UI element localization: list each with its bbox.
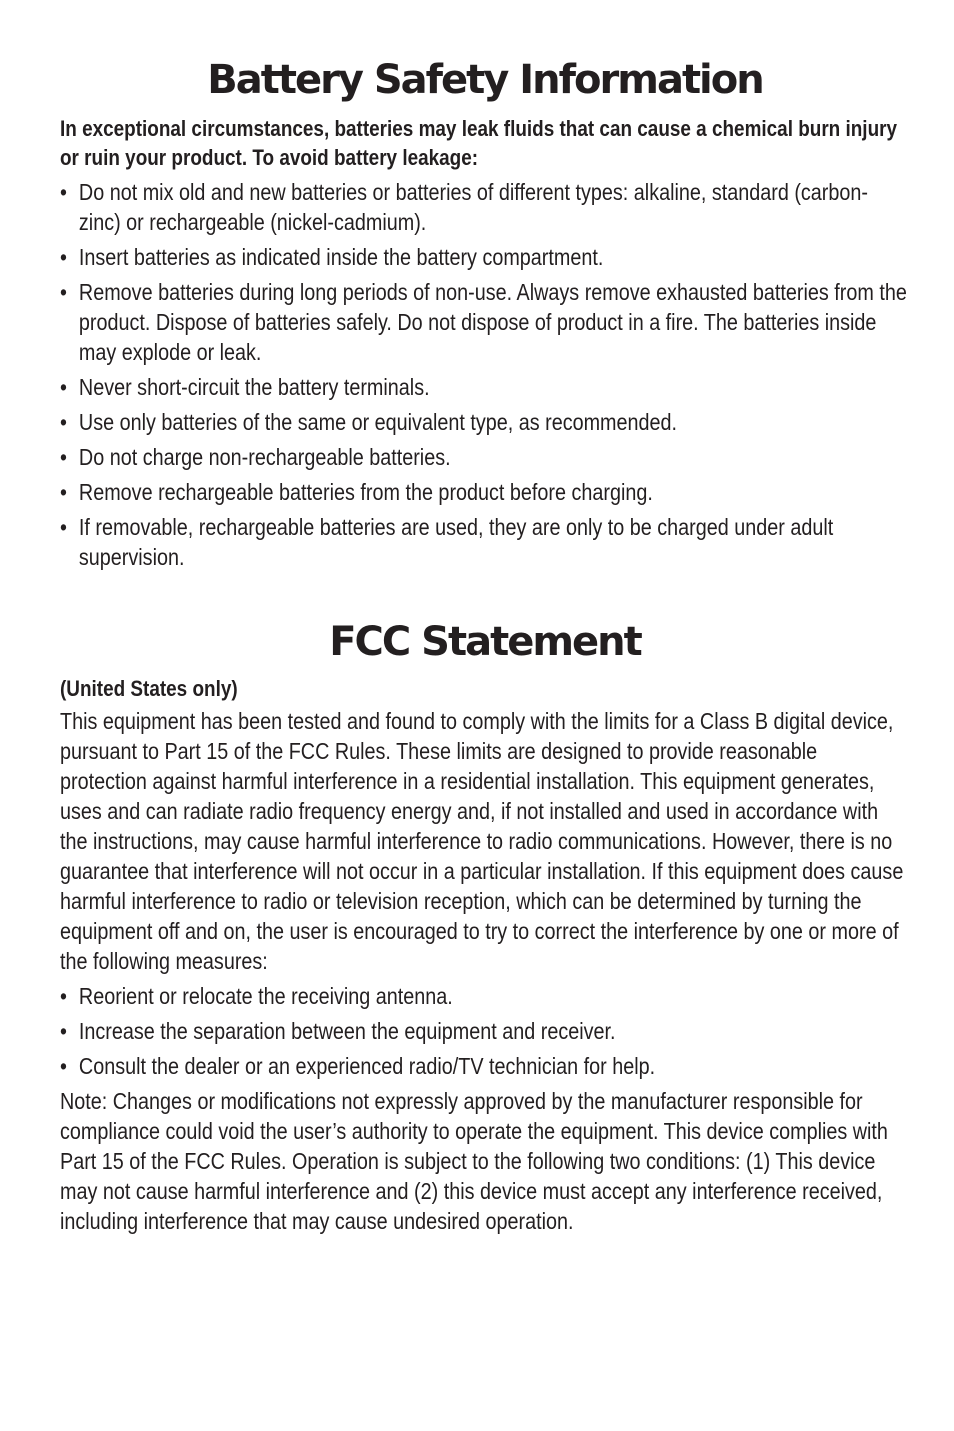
list-item-text: If removable, rechargeable batteries are used, they are only to be charged under adult supervision. bbox=[78, 514, 834, 570]
bullet-icon: • bbox=[60, 983, 67, 1009]
fcc-bullet-list bbox=[60, 981, 908, 1081]
bullet-icon: • bbox=[60, 409, 67, 435]
bullet-icon: • bbox=[60, 514, 67, 540]
list-item-text: Do not charge non-rechargeable batteries. bbox=[78, 444, 451, 470]
battery-safety-section bbox=[60, 57, 910, 572]
bullet-icon: • bbox=[60, 179, 67, 205]
list-item-text: Reorient or relocate the receiving antenna. bbox=[78, 983, 453, 1009]
list-item bbox=[60, 512, 908, 572]
battery-bullet-list bbox=[60, 177, 908, 572]
bullet-icon: • bbox=[60, 479, 67, 505]
list-item bbox=[60, 277, 908, 367]
bullet-icon: • bbox=[60, 1018, 67, 1044]
list-item bbox=[60, 372, 908, 402]
list-item bbox=[60, 1016, 908, 1046]
list-item-text: Do not mix old and new batteries or batteries of different types: alkaline, standard (carbon-zinc) or rechargeable (nickel-cadmium). bbox=[78, 179, 868, 235]
list-item bbox=[60, 442, 908, 472]
fcc-paragraph: This equipment has been tested and found to comply with the limits for a Class B digital device, pursuant to Part 15 of the FCC Rules. These limits are designed to provide reasonable protection against harmful interference in a residential installation. This equipment generates, uses and can radiate radio frequency energy and, if not installed and used in accordance with the instructions, may cause harmful interference to radio communications. However, there is no guarantee that interference will not occur in a particular installation. If this equipment does cause harmful interference to radio or television reception, which can be determined by turning the equipment off and on, the user is encouraged to try to correct the interference by one or more of the following measures: bbox=[60, 708, 904, 974]
battery-safety-title: Battery Safety Information bbox=[207, 57, 763, 103]
list-item bbox=[60, 981, 908, 1011]
fcc-statement-title: FCC Statement bbox=[329, 619, 641, 665]
bullet-icon: • bbox=[60, 244, 67, 270]
list-item bbox=[60, 477, 908, 507]
fcc-note: Note: Changes or modifications not expressly approved by the manufacturer responsible for compliance could void the user’s authority to operate the equipment. This device complies with Part 15 of the FCC Rules. Operation is subject to the following two conditions: (1) This device may not cause harmful interference and (2) this device must accept any interference received, including interference that may cause undesired operation. bbox=[60, 1088, 888, 1234]
document-page bbox=[60, 0, 910, 1234]
bullet-icon: • bbox=[60, 1053, 67, 1079]
battery-intro: In exceptional circumstances, batteries may leak fluids that can cause a chemical burn injury or ruin your product. To avoid battery leakage: bbox=[60, 116, 898, 170]
list-item-text: Consult the dealer or an experienced radio/TV technician for help. bbox=[78, 1053, 656, 1079]
list-item-text: Remove rechargeable batteries from the product before charging. bbox=[78, 479, 653, 505]
list-item-text: Never short-circuit the battery terminals. bbox=[78, 374, 430, 400]
bullet-icon: • bbox=[60, 444, 67, 470]
fcc-statement-section bbox=[60, 619, 910, 1236]
bullet-icon: • bbox=[60, 279, 67, 305]
list-item-text: Insert batteries as indicated inside the battery compartment. bbox=[78, 244, 604, 270]
list-item bbox=[60, 242, 908, 272]
list-item-text: Use only batteries of the same or equivalent type, as recommended. bbox=[78, 409, 678, 435]
list-item bbox=[60, 1051, 908, 1081]
fcc-subtitle: (United States only) bbox=[60, 676, 238, 701]
list-item-text: Increase the separation between the equipment and receiver. bbox=[78, 1018, 616, 1044]
list-item-text: Remove batteries during long periods of non-use. Always remove exhausted batteries from the product. Dispose of batteries safely. Do not dispose of product in a fire. The batteries inside may explode or leak. bbox=[78, 279, 907, 365]
list-item bbox=[60, 407, 908, 437]
list-item bbox=[60, 177, 908, 237]
bullet-icon: • bbox=[60, 374, 67, 400]
